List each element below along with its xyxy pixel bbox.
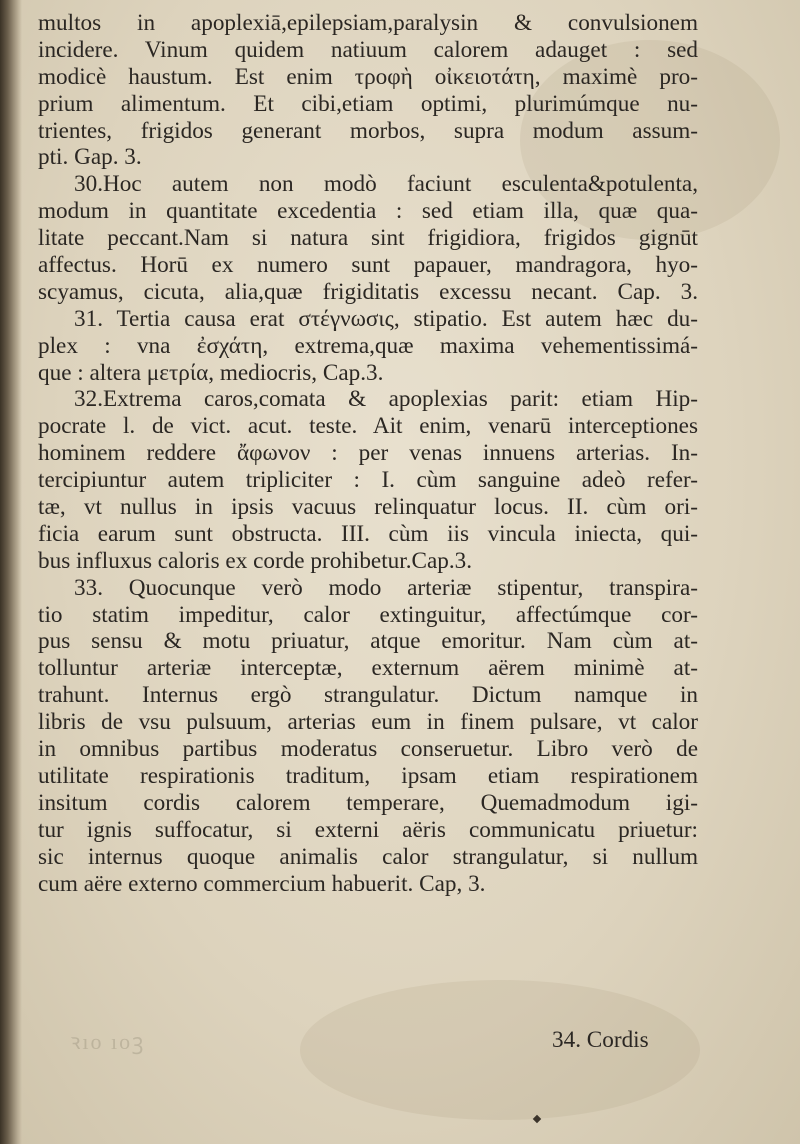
text-line: cum aëre externo commercium habuerit. Cap, 3. <box>38 870 486 897</box>
text-line: trahunt. Internus ergò strangulatur. Dictum namque in <box>38 682 698 709</box>
text-line: tercipiuntur autem tripliciter : I. cùm sanguine adeò refer- <box>38 467 698 494</box>
catchword: 34. Cordis <box>552 1027 649 1053</box>
text-line: litate peccant.Nam si natura sint frigidiora, frigidos gignūt <box>38 225 698 252</box>
text-line: pus sensu & motu priuatur, atque emoritur. Nam cùm at- <box>38 628 698 655</box>
text-line: tio statim impeditur, calor extinguitur, affectúmque cor- <box>38 601 698 628</box>
bleed-through-text: ꝛıo ıoꝫ <box>70 1029 146 1054</box>
text-line: modum in quantitate excedentia : sed etiam illa, quæ qua- <box>38 198 698 225</box>
text-line: pocrate l. de vict. acut. teste. Ait enim, venarū interceptiones <box>38 413 698 440</box>
text-line: incidere. Vinum quidem natiuum calorem adauget : sed <box>38 36 698 63</box>
text-line: libris de vsu pulsuum, arterias eum in finem pulsare, vt calor <box>38 709 698 736</box>
text-line: plex : vna ἐσχάτη, extrema,quæ maxima vehementissimá- <box>38 332 698 359</box>
text-line: tæ, vt nullus in ipsis vacuus relinquatur locus. II. cùm ori- <box>38 494 698 521</box>
paragraph-31-start: 31. Tertia causa erat στέγνωσις, stipatio. Est autem hæc du- <box>74 305 698 332</box>
text-line: ficia earum sunt obstructa. III. cùm iis vincula iniecta, qui- <box>38 520 698 547</box>
text-line: tur ignis suffocatur, si externi aëris communicatu priuetur: <box>38 816 698 843</box>
paragraph-33-start: 33. Quocunque verò modo arteriæ stipentur, transpira- <box>74 574 698 601</box>
text-line: affectus. Horū ex numero sunt papauer, mandragora, hyo- <box>38 252 698 279</box>
text-line: utilitate respirationis traditum, ipsam etiam respirationem <box>38 762 698 789</box>
text-line: pti. Gap. 3. <box>38 144 142 171</box>
text-line: bus influxus caloris ex corde prohibetur.Cap.3. <box>38 547 473 574</box>
text-line: tolluntur arteriæ interceptæ, externum aërem minimè at- <box>38 655 698 682</box>
text-line: scyamus, cicuta, alia,quæ frigiditatis excessu necant. Cap. 3. <box>38 278 698 305</box>
text-line: prium alimentum. Et cibi,etiam optimi, plurimúmque nu- <box>38 90 698 117</box>
text-line: trientes, frigidos generant morbos, supra modum assum- <box>38 117 698 144</box>
text-line: que : altera μετρία, mediocris, Cap.3. <box>38 359 384 386</box>
text-line: modicè haustum. Est enim τροφὴ οἰκειοτάτη, maximè pro- <box>38 63 698 90</box>
page-text <box>38 10 698 897</box>
text-line: insitum cordis calorem temperare, Quemadmodum igi- <box>38 789 698 816</box>
paragraph-32-start: 32.Extrema caros,comata & apoplexias parit: etiam Hip- <box>74 386 698 413</box>
paragraph-30-start: 30.Hoc autem non modò faciunt esculenta&potulenta, <box>74 171 698 198</box>
book-spine-shadow <box>0 0 22 1144</box>
text-line: multos in apoplexiā,epilepsiam,paralysin & convulsionem <box>38 10 698 36</box>
text-line: in omnibus partibus moderatus conseruetur. Libro verò de <box>38 736 698 763</box>
text-line: hominem reddere ἄφωνον : per venas innuens arterias. In- <box>38 440 698 467</box>
text-line: sic internus quoque animalis calor strangulatur, si nullum <box>38 843 698 870</box>
